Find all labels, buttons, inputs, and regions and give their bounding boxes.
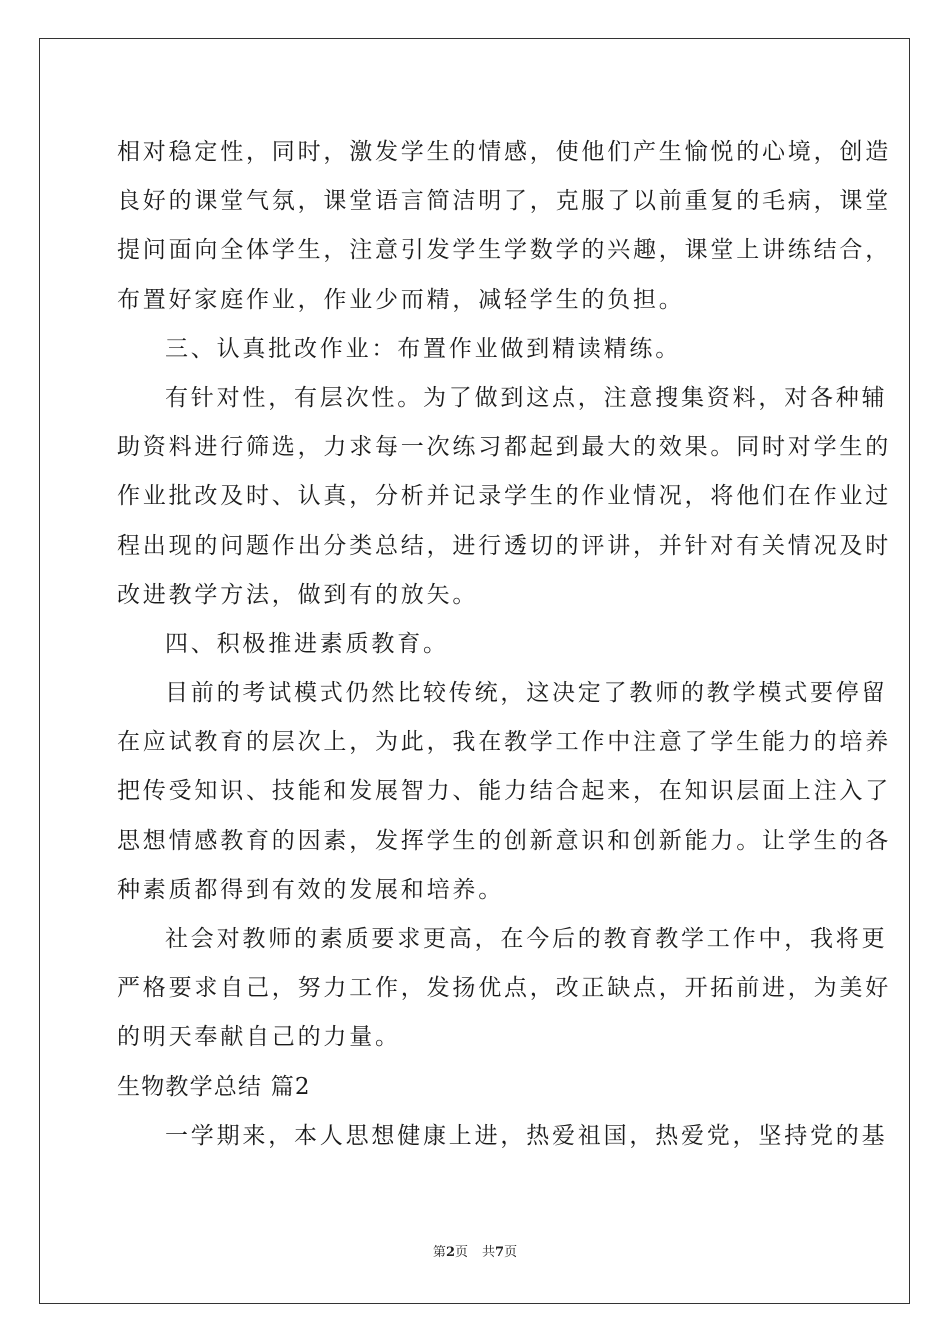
document-body: [117, 128, 891, 1161]
paragraph-line: 种素质都得到有效的发展和培养。: [117, 876, 504, 903]
paragraph-line: 一学期来，本人思想健康上进，热爱祖国，热爱党，坚持党的基: [165, 1122, 888, 1149]
paragraph-line: 的明天奉献自己的力量。: [117, 1024, 401, 1051]
paragraph-line: 严格要求自己，努力工作，发扬优点，改正缺点，开拓前进，为美好: [117, 975, 891, 1002]
paragraph-line: 作业批改及时、认真，分析并记录学生的作业情况，将他们在作业过: [117, 483, 891, 510]
paragraph-line: 在应试教育的层次上，为此，我在教学工作中注意了学生能力的培养: [117, 729, 891, 756]
paragraph-line: 目前的考试模式仍然比较传统，这决定了教师的教学模式要停留: [165, 680, 888, 707]
article-heading: 生物教学总结 篇2: [117, 1073, 311, 1100]
page-total: 7: [495, 1245, 505, 1260]
paragraph-line: 把传受知识、技能和发展智力、能力结合起来，在知识层面上注入了: [117, 778, 891, 805]
paragraph-line: 社会对教师的素质要求更高，在今后的教育教学工作中，我将更: [165, 926, 888, 952]
page-footer: [0, 1243, 950, 1263]
paragraph-line: 布置好家庭作业，作业少而精，减轻学生的负担。: [117, 286, 685, 313]
section-heading: 四、积极推进素质教育。: [165, 630, 449, 657]
total-prefix: 共: [482, 1245, 496, 1260]
paragraph-line: 相对稳定性，同时，激发学生的情感，使他们产生愉悦的心境，创造: [117, 139, 891, 165]
paragraph-line: 程出现的问题作出分类总结，进行透切的评讲，并针对有关情况及时: [117, 532, 891, 559]
paragraph-line: 思想情感教育的因素，发挥学生的创新意识和创新能力。让学生的各: [117, 827, 891, 854]
page-prefix: 第: [432, 1245, 446, 1260]
page-current: 2: [445, 1245, 455, 1260]
page-suffix: 页: [454, 1245, 468, 1260]
paragraph-line: 有针对性，有层次性。为了做到这点，注意搜集资料，对各种辅: [165, 384, 888, 411]
paragraph-line: 助资料进行筛选，力求每一次练习都起到最大的效果。同时对学生的: [117, 434, 891, 461]
paragraph-line: 提问面向全体学生，注意引发学生学数学的兴趣，课堂上讲练结合，: [117, 237, 891, 264]
section-heading: 三、认真批改作业：布置作业做到精读精练。: [165, 335, 681, 362]
paragraph-line: 改进教学方法，做到有的放矢。: [117, 581, 479, 608]
paragraph-line: 良好的课堂气氛，课堂语言简洁明了，克服了以前重复的毛病，课堂: [117, 188, 891, 215]
total-suffix: 页: [504, 1245, 518, 1260]
